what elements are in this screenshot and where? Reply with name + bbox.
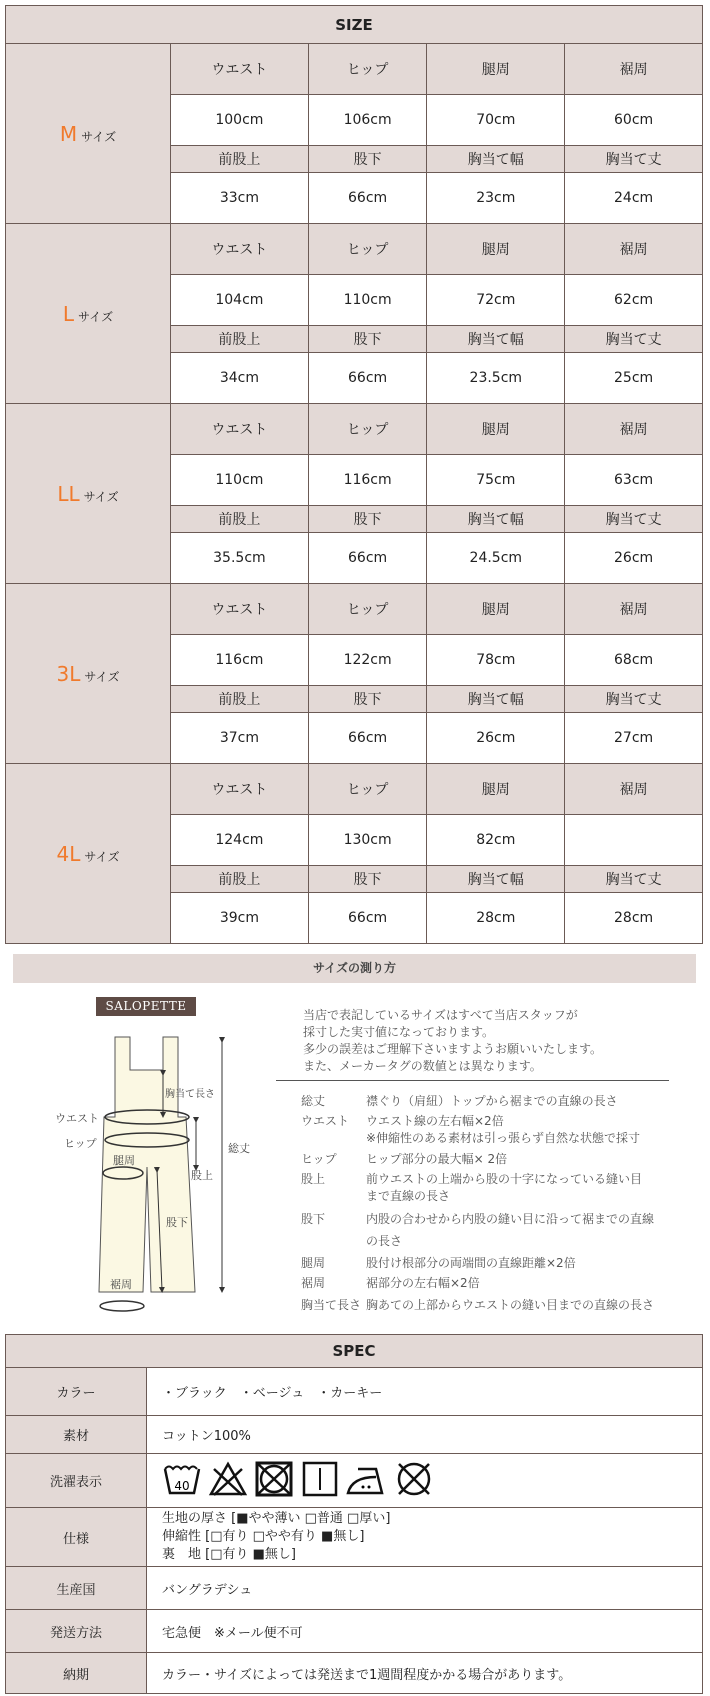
spec-line: 生地の厚さ [■やや薄い □普通 □厚い] bbox=[162, 1511, 391, 1526]
spec-row bbox=[6, 1567, 703, 1610]
header-cell: 裾周 bbox=[565, 404, 703, 455]
spec-key: 素材 bbox=[6, 1416, 147, 1454]
value-cell: 27cm bbox=[565, 713, 703, 764]
diagram-label-rise: 股上 bbox=[191, 1169, 213, 1182]
diagram-label-hem: 裾周 bbox=[110, 1278, 132, 1291]
definition-desc: 股付け根部分の両端間の直線距離×2倍 bbox=[366, 1256, 576, 1270]
header-cell: 腿周 bbox=[427, 44, 565, 95]
header-cell: 胸当て丈 bbox=[565, 146, 703, 173]
measure-heading: サイズの測り方 bbox=[13, 954, 696, 983]
value-cell: 63cm bbox=[565, 455, 703, 506]
value-cell: 100cm bbox=[171, 95, 309, 146]
definition-term: 胸当て長さ bbox=[301, 1298, 362, 1312]
header-cell: 股下 bbox=[308, 506, 427, 533]
header-cell: 股下 bbox=[308, 146, 427, 173]
header-cell: ウエスト bbox=[171, 44, 309, 95]
size-name: L bbox=[62, 301, 75, 326]
diagram-label-inseam: 股下 bbox=[166, 1216, 188, 1229]
value-cell: 60cm bbox=[565, 95, 703, 146]
header-cell: 胸当て丈 bbox=[565, 326, 703, 353]
spec-row bbox=[6, 1653, 703, 1694]
hang-dry-icon bbox=[300, 1461, 340, 1501]
salopette-badge: SALOPETTE bbox=[96, 997, 196, 1016]
header-cell: ウエスト bbox=[171, 584, 309, 635]
spec-key: カラー bbox=[6, 1368, 147, 1416]
definition-desc: ヒップ部分の最大幅× 2倍 bbox=[366, 1152, 508, 1166]
value-cell: 116cm bbox=[308, 455, 427, 506]
header-cell: 胸当て幅 bbox=[427, 686, 565, 713]
value-cell: 110cm bbox=[171, 455, 309, 506]
size-suffix: サイズ bbox=[84, 669, 120, 684]
size-suffix: サイズ bbox=[83, 489, 119, 504]
header-cell: 胸当て幅 bbox=[427, 866, 565, 893]
definition-desc: 胸あての上部からウエストの縫い目までの直線の長さ bbox=[366, 1298, 655, 1312]
value-cell: 82cm bbox=[427, 815, 565, 866]
value-cell: 72cm bbox=[427, 275, 565, 326]
header-cell: 前股上 bbox=[171, 866, 309, 893]
value-cell: 66cm bbox=[308, 893, 427, 944]
no-dry-clean-icon bbox=[394, 1461, 434, 1501]
header-cell: 股下 bbox=[308, 326, 427, 353]
svg-text:40: 40 bbox=[174, 1478, 190, 1493]
value-cell: 78cm bbox=[427, 635, 565, 686]
intro-line: 当店で表記しているサイズはすべて当店スタッフが bbox=[303, 1008, 578, 1022]
spec-row bbox=[6, 1454, 703, 1508]
value-cell: 37cm bbox=[171, 713, 309, 764]
diagram-label-total: 総丈 bbox=[228, 1142, 250, 1155]
header-cell: ヒップ bbox=[308, 44, 427, 95]
header-cell: ウエスト bbox=[171, 404, 309, 455]
value-cell: 106cm bbox=[308, 95, 427, 146]
size-suffix: サイズ bbox=[78, 309, 114, 324]
value-cell: 28cm bbox=[565, 893, 703, 944]
spec-value bbox=[147, 1508, 703, 1567]
value-cell: 23cm bbox=[427, 173, 565, 224]
iron-medium-icon bbox=[346, 1461, 388, 1501]
spec-key: 納期 bbox=[6, 1653, 147, 1694]
header-cell: 胸当て丈 bbox=[565, 866, 703, 893]
size-name: M bbox=[59, 121, 78, 146]
spec-title: SPEC bbox=[6, 1335, 703, 1368]
header-cell: 裾周 bbox=[565, 44, 703, 95]
definition-desc: ※伸縮性のある素材は引っ張らず自然な状態で採寸 bbox=[366, 1131, 641, 1145]
measure-intro bbox=[303, 1007, 602, 1075]
definition-desc: 内股の合わせから内股の縫い目に沿って裾までの直線 bbox=[366, 1212, 655, 1226]
definition-desc: の長さ bbox=[366, 1234, 403, 1248]
value-cell: 124cm bbox=[171, 815, 309, 866]
header-cell: ヒップ bbox=[308, 764, 427, 815]
size-name: LL bbox=[57, 481, 80, 506]
size-suffix: サイズ bbox=[81, 129, 117, 144]
spec-line: 裏 地 [□有り ■無し] bbox=[162, 1547, 296, 1562]
value-cell: 33cm bbox=[171, 173, 309, 224]
header-cell: 前股上 bbox=[171, 686, 309, 713]
value-cell: 28cm bbox=[427, 893, 565, 944]
header-cell: 裾周 bbox=[565, 584, 703, 635]
spec-table bbox=[5, 1334, 703, 1694]
size-suffix: サイズ bbox=[84, 849, 120, 864]
no-tumble-dry-icon bbox=[254, 1461, 294, 1501]
diagram-label-hip: ヒップ bbox=[64, 1137, 97, 1150]
header-cell: ヒップ bbox=[308, 224, 427, 275]
spec-row bbox=[6, 1610, 703, 1653]
value-cell: 66cm bbox=[308, 173, 427, 224]
header-cell: ヒップ bbox=[308, 404, 427, 455]
header-cell: 腿周 bbox=[427, 584, 565, 635]
header-cell: 腿周 bbox=[427, 224, 565, 275]
header-cell: ヒップ bbox=[308, 584, 427, 635]
value-cell: 68cm bbox=[565, 635, 703, 686]
value-cell: 66cm bbox=[308, 353, 427, 404]
definition-term: 裾周 bbox=[301, 1276, 326, 1290]
definition-term: 腿周 bbox=[301, 1256, 326, 1270]
salopette-diagram bbox=[0, 0, 280, 1320]
spec-key: 仕様 bbox=[6, 1508, 147, 1567]
no-bleach-icon bbox=[208, 1461, 248, 1501]
spec-value: バングラデシュ bbox=[147, 1567, 703, 1610]
value-cell: 35.5cm bbox=[171, 533, 309, 584]
definition-desc: ウエスト線の左右幅×2倍 bbox=[366, 1114, 504, 1128]
spec-key: 発送方法 bbox=[6, 1610, 147, 1653]
size-name: 3L bbox=[56, 661, 81, 686]
value-cell: 26cm bbox=[565, 533, 703, 584]
spec-value: 宅急便 ※メール便不可 bbox=[147, 1610, 703, 1653]
value-cell: 24.5cm bbox=[427, 533, 565, 584]
spec-line: 伸縮性 [□有り □やや有り ■無し] bbox=[162, 1529, 365, 1544]
diagram-label-bib: 胸当て長さ bbox=[165, 1089, 215, 1100]
header-cell: 股下 bbox=[308, 866, 427, 893]
intro-line: 多少の誤差はご理解下さいますようお願いいたします。 bbox=[303, 1042, 603, 1056]
header-cell: 股下 bbox=[308, 686, 427, 713]
care-icons bbox=[147, 1454, 703, 1508]
header-cell: 前股上 bbox=[171, 326, 309, 353]
definition-desc: まで直線の長さ bbox=[366, 1189, 451, 1203]
header-cell: 腿周 bbox=[427, 764, 565, 815]
header-cell: 裾周 bbox=[565, 224, 703, 275]
value-cell: 66cm bbox=[308, 713, 427, 764]
value-cell: 34cm bbox=[171, 353, 309, 404]
value-cell: 66cm bbox=[308, 533, 427, 584]
size-name: 4L bbox=[56, 841, 81, 866]
value-cell bbox=[565, 815, 703, 866]
spec-value: カラー・サイズによっては発送まで1週間程度かかる場合があります。 bbox=[147, 1653, 703, 1694]
header-cell: ウエスト bbox=[171, 764, 309, 815]
wash-40-icon bbox=[162, 1461, 202, 1501]
spec-key: 洗濯表示 bbox=[6, 1454, 147, 1508]
header-cell: 腿周 bbox=[427, 404, 565, 455]
definition-term: 総丈 bbox=[301, 1094, 326, 1108]
definition-desc: 裾部分の左右幅×2倍 bbox=[366, 1276, 480, 1290]
value-cell: 39cm bbox=[171, 893, 309, 944]
value-cell: 75cm bbox=[427, 455, 565, 506]
header-cell: 裾周 bbox=[565, 764, 703, 815]
value-cell: 122cm bbox=[308, 635, 427, 686]
header-cell: 胸当て幅 bbox=[427, 326, 565, 353]
spec-row bbox=[6, 1508, 703, 1567]
header-cell: 胸当て丈 bbox=[565, 506, 703, 533]
spec-row bbox=[6, 1368, 703, 1416]
header-cell: 胸当て丈 bbox=[565, 686, 703, 713]
value-cell: 104cm bbox=[171, 275, 309, 326]
header-cell: 前股上 bbox=[171, 146, 309, 173]
definition-term: ヒップ bbox=[301, 1152, 337, 1166]
definition-desc: 襟ぐり（肩紐）トップから裾までの直線の長さ bbox=[366, 1094, 618, 1108]
header-cell: 前股上 bbox=[171, 506, 309, 533]
value-cell: 26cm bbox=[427, 713, 565, 764]
value-cell: 62cm bbox=[565, 275, 703, 326]
header-cell: ウエスト bbox=[171, 224, 309, 275]
value-cell: 130cm bbox=[308, 815, 427, 866]
definition-term: 股上 bbox=[301, 1172, 326, 1186]
value-cell: 116cm bbox=[171, 635, 309, 686]
value-cell: 70cm bbox=[427, 95, 565, 146]
value-cell: 25cm bbox=[565, 353, 703, 404]
diagram-label-thigh: 腿周 bbox=[113, 1154, 135, 1167]
spec-value: コットン100% bbox=[147, 1416, 703, 1454]
definition-term: ウエスト bbox=[301, 1114, 350, 1128]
hem-loop bbox=[100, 1301, 144, 1311]
spec-row bbox=[6, 1416, 703, 1454]
value-cell: 24cm bbox=[565, 173, 703, 224]
definition-term: 股下 bbox=[301, 1212, 326, 1226]
divider bbox=[276, 1080, 669, 1081]
diagram-label-waist: ウエスト bbox=[55, 1112, 99, 1125]
size-title: SIZE bbox=[6, 6, 703, 44]
value-cell: 110cm bbox=[308, 275, 427, 326]
header-cell: 胸当て幅 bbox=[427, 146, 565, 173]
spec-value: ・ブラック ・ベージュ ・カーキー bbox=[147, 1368, 703, 1416]
spec-key: 生産国 bbox=[6, 1567, 147, 1610]
intro-line: 採寸した実寸値になっております。 bbox=[303, 1025, 495, 1039]
value-cell: 23.5cm bbox=[427, 353, 565, 404]
intro-line: また、メーカータグの数値とは異なります。 bbox=[303, 1059, 542, 1073]
header-cell: 胸当て幅 bbox=[427, 506, 565, 533]
definition-desc: 前ウエストの上端から股の十字になっている縫い目 bbox=[366, 1172, 643, 1186]
